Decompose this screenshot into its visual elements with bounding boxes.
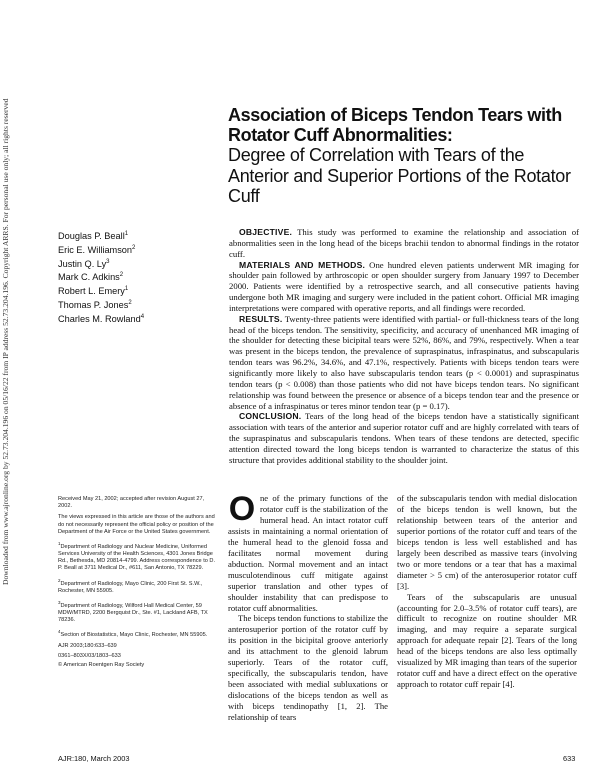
abstract [229, 227, 579, 466]
affiliation-1-text: Department of Radiology and Nuclear Medicine, Uniformed Services University of the Health Sciences, 4301 Jones Bridge Rd., Bethesda, MD 20814-4799. Address correspondence to D. P. Beall at 3711 Medical Dr., #611, San Antonio, TX 78229. [58, 543, 216, 572]
author [58, 284, 144, 298]
author [58, 257, 144, 271]
citation: AJR 2003;180:633–639 [58, 643, 117, 650]
body-paragraph-1-text: ne of the primary functions of the rotator cuff is the stabilization of the humeral head. An intact rotator cuff assists in maintaining a normal orientation of the humeral head to the glenoid fossa and facilitates normal movement during abduction. Normal movement and an intact musculotendinous cuff mitigate against superior translation and other types of shoulder instability that can predispose to rotator cuff abnormalities. [228, 493, 388, 613]
author-name: Robert L. Emery [58, 286, 125, 297]
journal-footer: AJR:180, March 2003 [58, 754, 130, 763]
affiliation-4-text: Section of Biostatistics, Mayo Clinic, Rochester, MN 55905. [60, 632, 208, 639]
article-title [228, 105, 578, 207]
author-name: Eric E. Williamson [58, 244, 133, 255]
abstract-conclusion [229, 411, 579, 465]
title-subtitle: Degree of Correlation with Tears of the Anterior and Superior Portions of the Rotator Cuff [228, 145, 571, 206]
author-affiliation-marker: 2 [128, 299, 132, 306]
abstract-objective [229, 227, 579, 260]
page-number: 633 [563, 754, 576, 763]
affiliation-2 [58, 577, 218, 595]
received-note: Received May 21, 2002; accepted after revision August 27, 2002. [58, 496, 205, 510]
author-affiliation-marker: 1 [124, 231, 129, 237]
article-notes [58, 496, 218, 673]
author-affiliation-marker: 3 [106, 258, 110, 265]
body-paragraph-1 [228, 490, 388, 613]
author-name: Mark C. Adkins [58, 272, 120, 283]
affiliation-3-marker: 3 [58, 599, 61, 605]
author-name: Charles M. Rowland [58, 313, 141, 324]
body-paragraph-2: The biceps tendon functions to stabilize the anterosuperior portion of the rotator cuff by its position in the bicipital groove anteriorly and its attachment to the glenoid labrum superiorly. Tears of the rotator cuff, specifically, the subscapularis tendon, have been associated with medial subluxations or dislocations of the biceps tendon as well as with biceps tendinopathy [1, 2]. The relationship of tears [228, 613, 388, 723]
author-affiliation-marker: 4 [140, 313, 145, 320]
conclusion-text: Tears of the long head of the biceps tendon have a statistically significant association with tears of the anterior and superior rotator cuff and are highly correlated with tears of the supraspinatus and subscapularis tendons. When tears of these tendons are detected, specific attention directed toward the long biceps tendon is warranted to characterize the status of this structure that provides additional stability to the shoulder joint. [229, 411, 579, 465]
issn: 0361–803X/03/1803–633 [58, 652, 121, 659]
methods-text: One hundred eleven patients underwent MR imaging for shoulder pain followed by arthroscopic or open shoulder surgery from January 1997 to December 2000. Patients were identified by a retrospective search, and all consecutive patients having undergone both MR imaging and surgery were included in the patient cohort. Official MR imaging interpretations were compared with operative reports, and all findings were recorded. [229, 259, 580, 313]
download-notice [0, 98, 12, 585]
copyright: © American Roentgen Ray Society [58, 661, 145, 668]
objective-heading: OBJECTIVE. [239, 227, 293, 237]
download-notice-text: Downloaded from www.ajronline.org by 52.73.204.196 on 05/16/22 from IP address 52.73.204.196. Copyright ARRS. For personal use only; all rights reserved [1, 98, 10, 585]
author-name: Justin Q. Ly [58, 258, 107, 269]
author [58, 243, 144, 257]
author-name: Thomas P. Jones [58, 299, 129, 310]
disclaimer-note: The views expressed in this article are those of the authors and do not necessarily represent the official policy or position of the Department of the Air Force or the United States government. [58, 514, 215, 535]
methods-heading: MATERIALS AND METHODS. [239, 259, 366, 270]
author-list [58, 229, 144, 325]
author-affiliation-marker: 1 [124, 286, 129, 293]
title-main: Association of Biceps Tendon Tears with Rotator Cuff Abnormalities: [228, 105, 562, 145]
body-column-1 [228, 490, 388, 723]
conclusion-heading: CONCLUSION. [239, 411, 302, 422]
body-column-2 [397, 493, 577, 690]
author-affiliation-marker: 2 [119, 272, 124, 279]
body-paragraph-3: of the subscapularis tendon with medial dislocation of the biceps tendon is well known, but the relationship between tears of the anterior and superior portions of the rotator cuff and tears of the biceps tendon is less well established and has largely been described as massive tears (involving two or more tendons or a tear that has a maximal diameter > 5 cm) of the anterosuperior rotator cuff [3]. [397, 493, 577, 591]
author-affiliation-marker: 2 [132, 244, 136, 251]
abstract-results [229, 314, 579, 412]
author [58, 312, 144, 326]
affiliation-4-marker: 4 [58, 629, 61, 635]
affiliation-3 [58, 599, 218, 624]
affiliation-1 [58, 540, 218, 573]
author-name: Douglas P. Beall [58, 231, 125, 242]
drop-cap: O [228, 490, 256, 528]
author [58, 270, 144, 284]
affiliation-4 [58, 628, 218, 639]
affiliation-3-text: Department of Radiology, Wilford Hall Medical Center, 59 MDW/MTRD, 2200 Bergquist Dr., Ste. #1, Lackland AFB, TX 78236. [58, 602, 208, 624]
author [58, 298, 144, 312]
affiliation-2-text: Department of Radiology, Mayo Clinic, 200 First St. S.W., Rochester, MN 55905. [58, 580, 203, 594]
affiliation-2-marker: 2 [58, 577, 61, 583]
abstract-methods [229, 260, 579, 314]
results-heading: RESULTS. [239, 313, 283, 324]
results-text: Twenty-three patients were identified with partial- or full-thickness tears of the long head of the biceps tendon. The sensitivity, specificity, and accuracy of unenhanced MR imaging of the shoulder for detecting these bicipital tears were 52%, 86%, and 79%, respectively. When a tear was present in the biceps tendon, the prevalence of supraspinatus, infraspinatus, and subscapularis tendon tears was 96.2%, 34.6%, and 47.1%, respectively. Patients with biceps tendon tears were significantly more likely to also have subscapularis tendon tears (p < 0.0001) and supraspinatus tendon tears (p < 0.008) than those patients who did not have biceps tendon tears. No significant relationship was found between the presence or absence of a biceps tendon tear and the presence or absence of a infraspinatus or teres minor tendon tear (p = 0.17). [229, 313, 580, 411]
objective-text: This study was performed to examine the relationship and association of abnormalities seen in the long head of the biceps brachii tendon to abnormal findings in the rotator cuff. [229, 227, 579, 259]
author [58, 229, 144, 243]
body-paragraph-4: Tears of the subscapularis are unusual (accounting for 2.0–3.5% of rotator cuff tears), are difficult to recognize on routine shoulder MR imaging, and may require a separate surgical approach for adequate repair [2]. Tears of the long head of the biceps tendons are also less optimally visualized by MR imaging than tears of the superior rotator cuff and have a direct effect on the operative approach to rotator cuff repair [4]. [397, 591, 577, 690]
affiliation-1-marker: 1 [58, 541, 61, 547]
